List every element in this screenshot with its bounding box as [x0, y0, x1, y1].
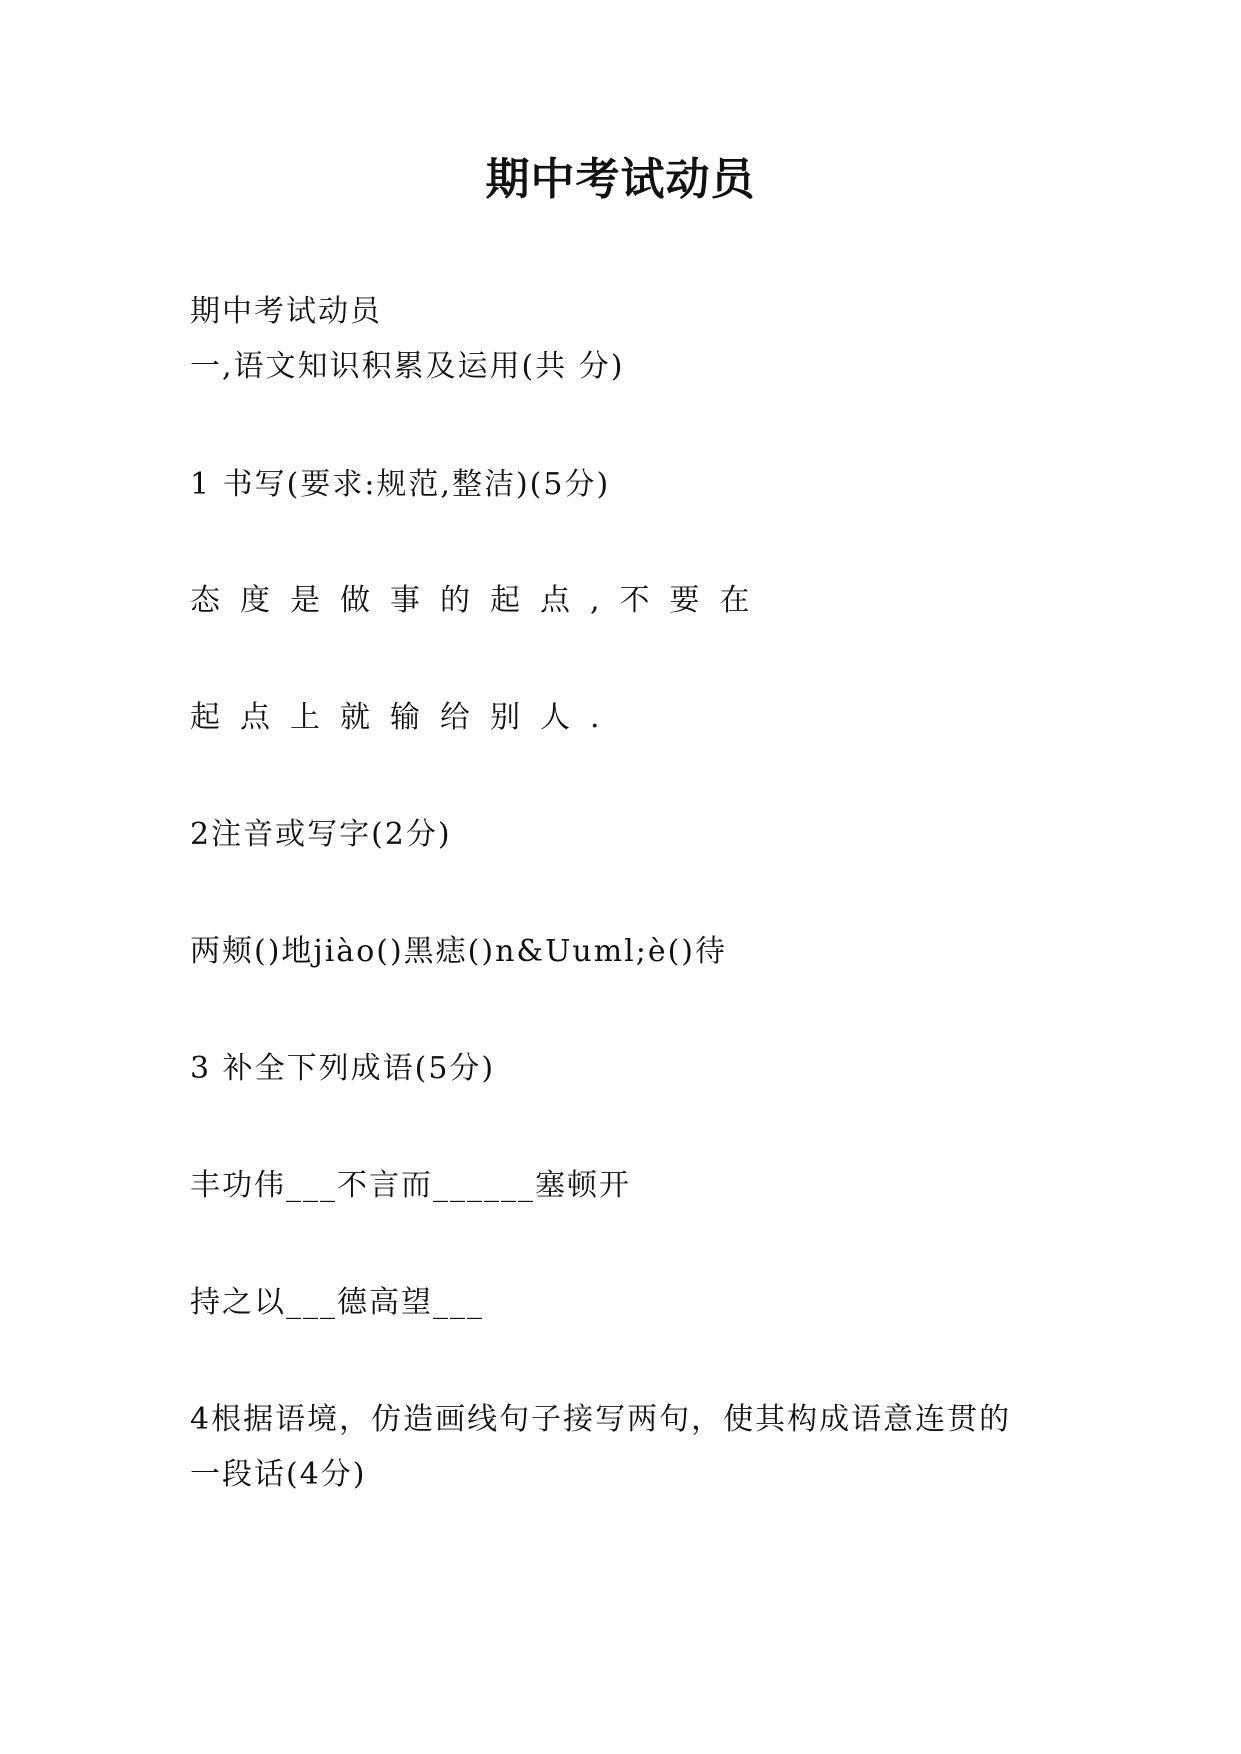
document-title: 期中考试动员 — [485, 154, 756, 205]
question-2: 2注音或写字(2分) — [190, 817, 452, 852]
handwriting-sentence-line-1: 态度是做事的起点,不要在 — [190, 583, 770, 618]
question-4-continued: 一段话(4分) — [190, 1457, 367, 1492]
idiom-line-1: 丰功伟___不言而______塞顿开 — [190, 1168, 631, 1203]
subtitle-line: 期中考试动员 — [190, 294, 382, 329]
question-1: 1 书写(要求:规范,整洁)(5分) — [190, 467, 611, 502]
section-heading: 一,语文知识积累及运用(共 分) — [190, 349, 625, 384]
question-2-items: 两颊()地jiào()黑痣()n&Uuml;è()待 — [190, 934, 728, 969]
question-4: 4根据语境，仿造画线句子接写两句，使其构成语意连贯的 — [190, 1402, 1012, 1437]
idiom-line-2: 持之以___德高望___ — [190, 1285, 484, 1320]
question-3: 3 补全下列成语(5分) — [190, 1051, 496, 1086]
handwriting-sentence-line-2: 起点上就输给别人. — [190, 700, 620, 735]
